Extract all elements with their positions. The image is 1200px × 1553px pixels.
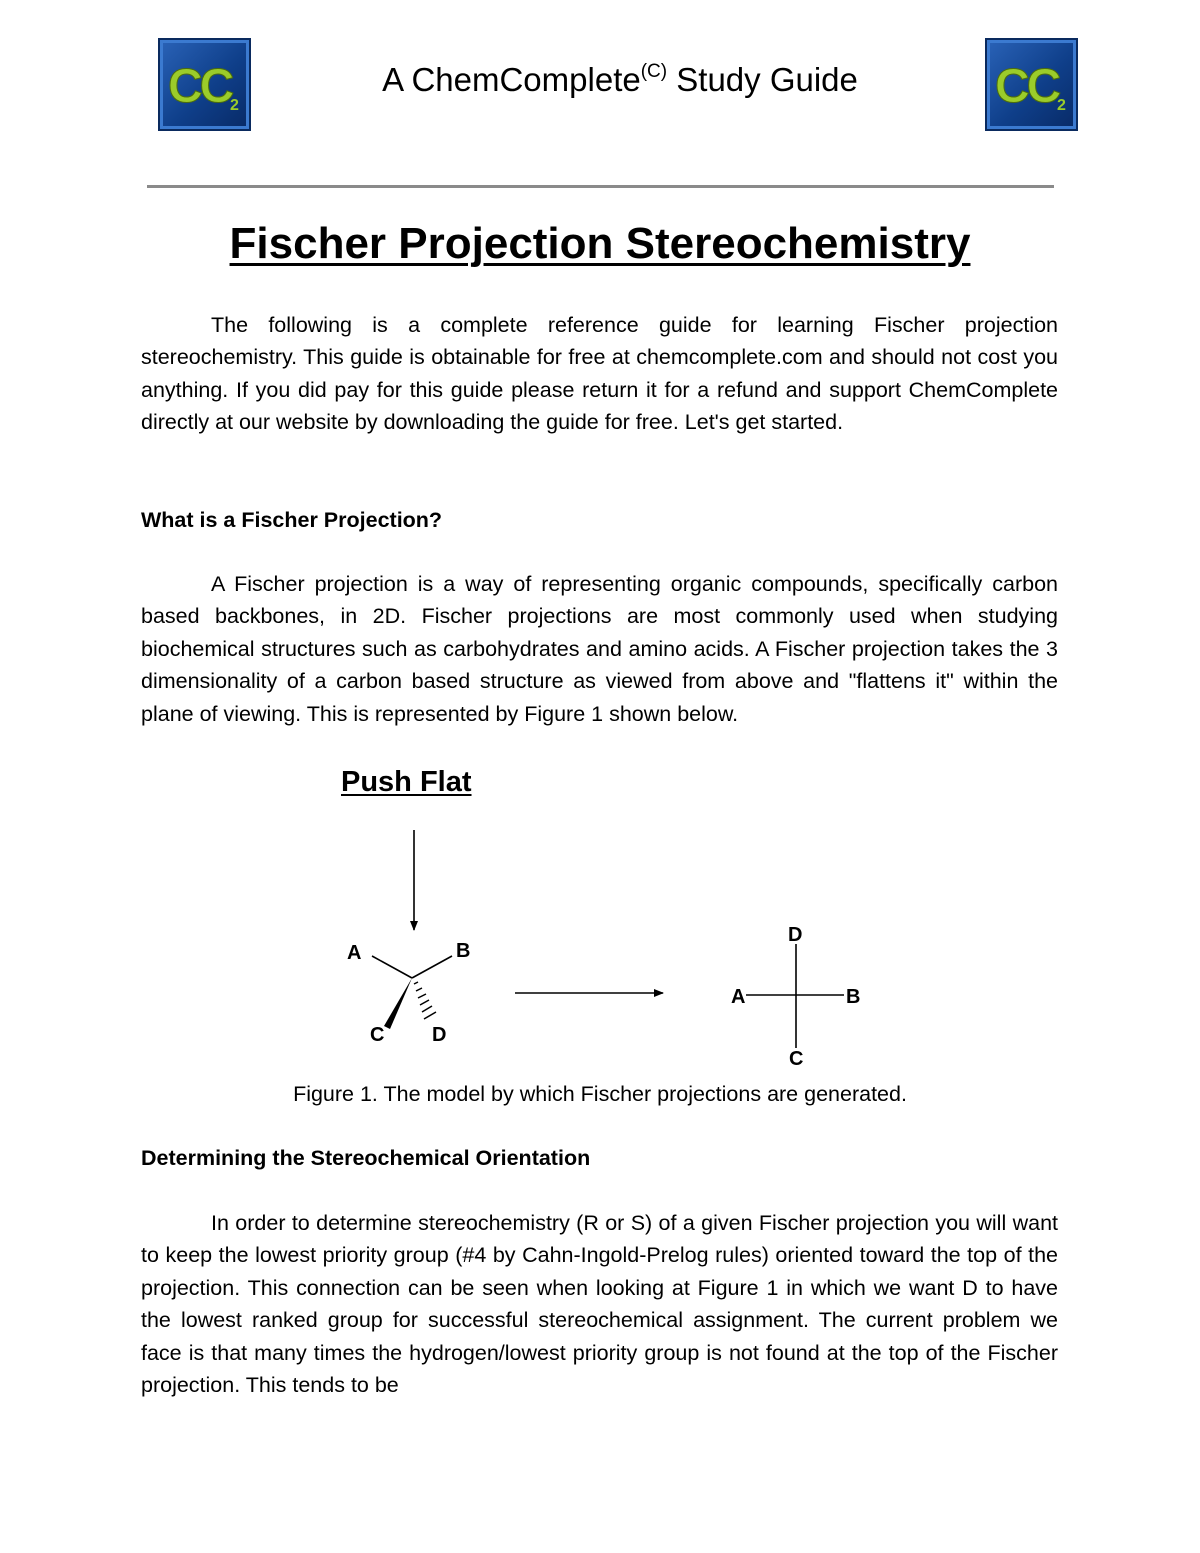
bond-b (412, 956, 452, 978)
header-divider (147, 185, 1054, 188)
section-text-orientation: In order to determine stereochemistry (R or S) of a given Fischer projection you will want to keep the lowest priority group (#4 by Cahn-Ingold-Prelog rules) oriented toward the top of the projection. This connection can be seen when looking at Figure 1 in which we want D to have the lowest ranked group for successful stereochemical assignment. The current problem we face is that many times the hydrogen/lowest priority group is not found at the top of the Fischer projection. This tends to be (141, 1211, 1058, 1398)
fischer-label-top: D (788, 924, 803, 946)
fischer-label-right: B (846, 986, 861, 1008)
document-title: Fischer Projection Stereochemistry (229, 219, 971, 268)
section-heading-what-is: What is a Fischer Projection? (141, 508, 443, 532)
fischer-label-bottom: C (789, 1048, 804, 1070)
section-paragraph-orientation (141, 1207, 1058, 1401)
bond-a (372, 956, 412, 978)
tetrahedral-label-a: A (347, 942, 362, 964)
intro-paragraph (141, 309, 1058, 439)
hash-bond-d (414, 982, 436, 1019)
section-text-what-is: A Fischer projection is a way of representing organic compounds, specifically carbon based backbones, in 2D. Fischer projections are most commonly used when studying biochemical structures such as carbohydrates and amino acids. A Fischer projection takes the 3 dimensionality of a carbon based structure as viewed from above and "flattens it" within the plane of viewing. This is represented by Figure 1 shown below. (141, 572, 1058, 726)
header-title-end: Study Guide (667, 61, 858, 98)
logo-text: CC (168, 60, 232, 113)
tetrahedral-label-c: C (370, 1024, 385, 1046)
logo-text: CC (995, 60, 1059, 113)
chemcomplete-logo-left (158, 38, 251, 131)
fischer-label-left: A (731, 986, 746, 1008)
tetrahedral-label-b: B (456, 940, 471, 962)
section-heading-orientation: Determining the Stereochemical Orientation (141, 1146, 591, 1170)
figure-1-diagram (330, 820, 890, 1075)
header-title-main: A ChemComplete (382, 61, 641, 98)
logo-subscript: 2 (1057, 97, 1066, 114)
tetrahedral-label-d: D (432, 1024, 447, 1046)
logo-subscript: 2 (230, 97, 239, 114)
figure-1-caption: Figure 1. The model by which Fischer projections are generated. (293, 1082, 907, 1106)
header-title-copyright: (C) (640, 61, 668, 82)
header-title (300, 60, 940, 106)
push-flat-label: Push Flat (341, 766, 472, 798)
intro-text: The following is a complete reference guide for learning Fischer projection stereochemistry. This guide is obtainable for free at chemcomplete.com and should not cost you anything. If you did pay for this guide please return it for a refund and support ChemComplete directly at our website by downloading the guide for free. Let's get started. (141, 313, 1058, 435)
chemcomplete-logo-right (985, 38, 1078, 131)
section-paragraph-what-is (141, 568, 1058, 730)
wedge-bond-c (384, 978, 412, 1029)
